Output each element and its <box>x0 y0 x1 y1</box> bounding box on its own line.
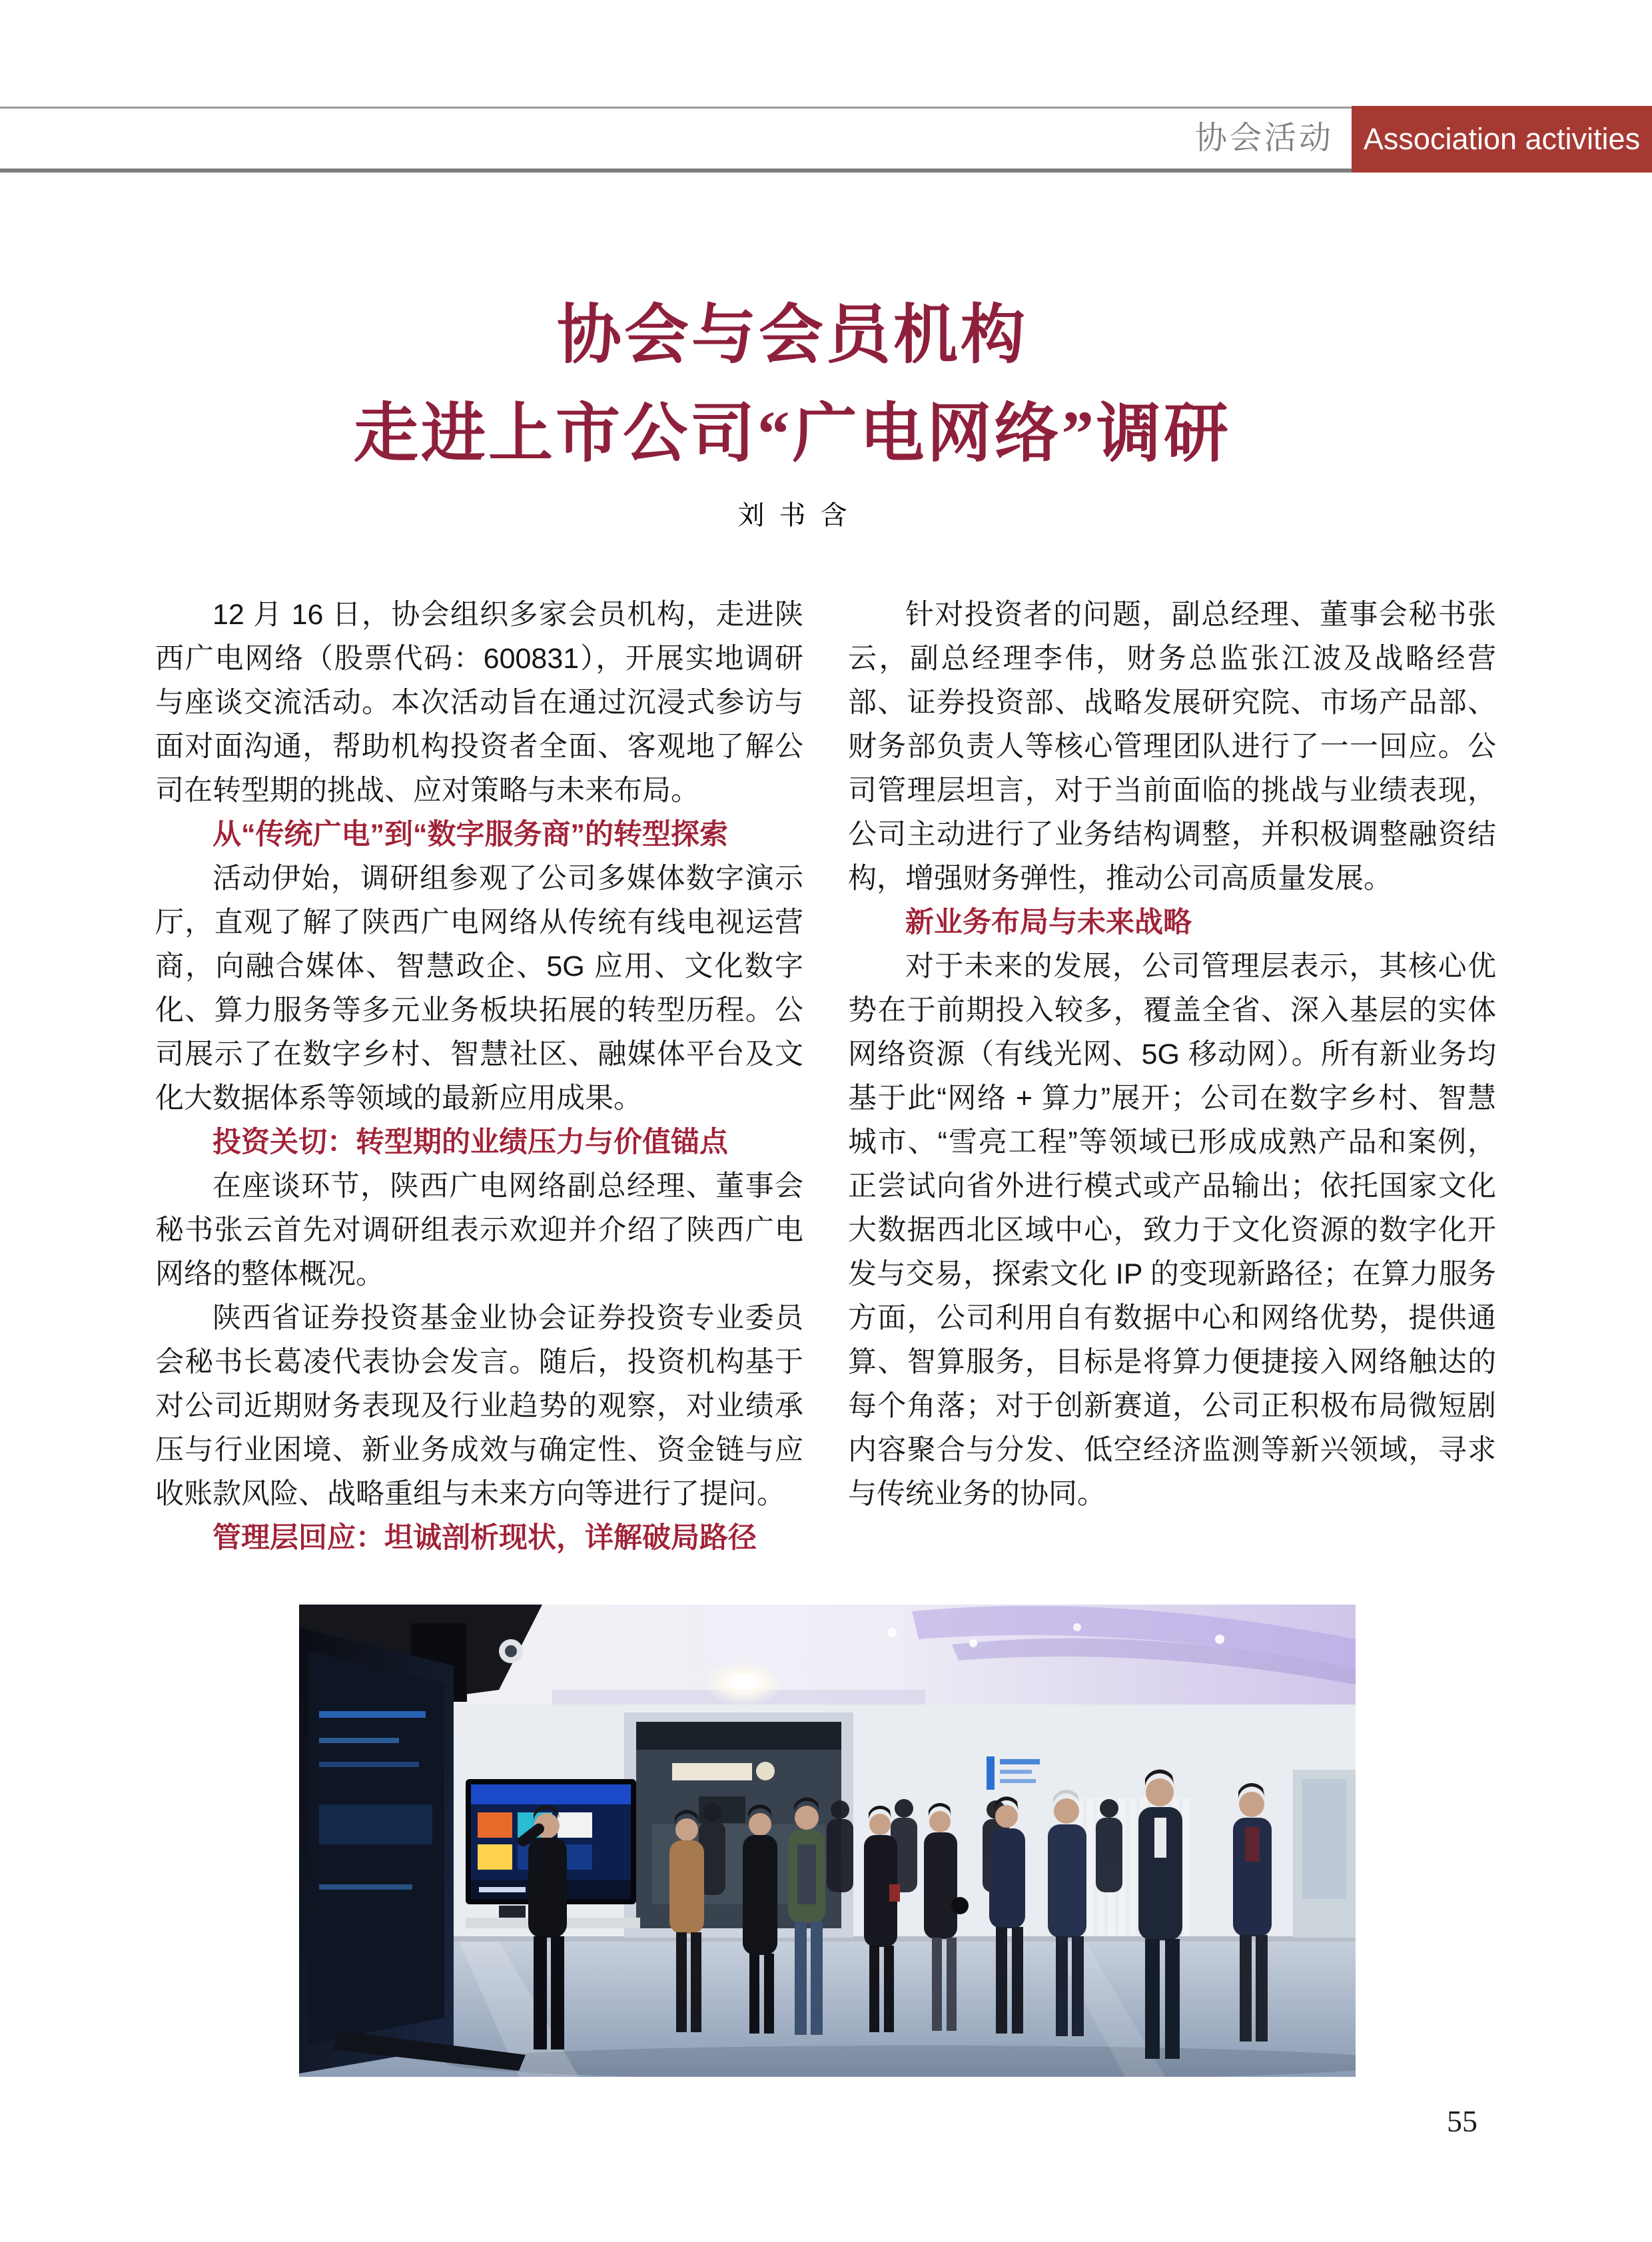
site-visit-photo <box>299 1605 1356 2077</box>
page-number: 55 <box>1447 2104 1477 2138</box>
article-title <box>122 286 1463 484</box>
article-title-line2: 走进上市公司“广电网络”调研 <box>354 398 1231 470</box>
header-rule-bottom <box>0 169 1352 173</box>
paragraph: 活动伊始，调研组参观了公司多媒体数字演示厅，直观了解了陕西广电网络从传统有线电视运营商，向融合媒体、智慧政企、5G 应用、文化数字化、算力服务等多元业务板块拓展的转型历程。公司展示了在数字乡村、智慧社区、融媒体平台及文化大数据体系等领域的最新应用成果。 <box>155 863 803 1114</box>
section-label-cn: 协会活动 <box>1194 121 1334 156</box>
paragraph: 针对投资者的问题，副总经理、董事会秘书张云，副总经理李伟，财务总监张江波及战略经营部、证券投资部、战略发展研究院、市场产品部、财务部负责人等核心管理团队进行了一一回应。公司管理层坦言，对于当前面临的挑战与业绩表现，公司主动进行了业务结构调整，并积极调整融资结构，增强财务弹性，推动公司高质量发展。 <box>848 599 1496 895</box>
sub-heading: 从“传统广电”到“数字服务商”的转型探索 <box>212 819 728 851</box>
article-author: 刘书含 <box>737 500 862 530</box>
header-rule-top <box>0 107 1352 109</box>
paragraph: 在座谈环节，陕西广电网络副总经理、董事会秘书张云首先对调研组表示欢迎并介绍了陕西广电网络的整体概况。 <box>155 1170 803 1290</box>
sub-heading: 投资关切：转型期的业绩压力与价值锚点 <box>212 1126 728 1158</box>
paragraph: 陕西省证券投资基金业协会证券投资专业委员会秘书长葛凌代表协会发言。随后，投资机构基于对公司近期财务表现及行业趋势的观察，对业绩承压与行业困境、新业务成效与确定性、资金链与应收账款风险、战略重组与未来方向等进行了提问。 <box>155 1302 803 1510</box>
right-column <box>848 593 1496 1516</box>
paragraph: 对于未来的发展，公司管理层表示，其核心优势在于前期投入较多，覆盖全省、深入基层的实体网络资源（有线光网、5G 移动网）。所有新业务均基于此“网络 + 算力”展开；公司在数字乡村、智慧城市、“雪亮工程”等领域已形成成熟产品和案例，正尝试向省外进行模式或产品输出；依托国家文化大数据西北区域中心，致力于文化资源的数字化开发与交易，探索文化 IP 的变现新路径；在算力服务方面，公司利用自有数据中心和网络优势，提供通算、智算服务，目标是将算力便捷接入网络触达的每个角落；对于创新赛道，公司正积极布局微短剧内容聚合与分发、低空经济监测等新兴领域，寻求与传统业务的协同。 <box>848 950 1496 1510</box>
section-label-en: Association activities <box>1363 122 1641 156</box>
photo-illustration <box>299 1605 1356 2077</box>
article-title-line1: 协会与会员机构 <box>557 300 1028 371</box>
left-column <box>155 593 803 1560</box>
section-banner <box>1352 106 1652 173</box>
sub-heading: 新业务布局与未来战略 <box>905 907 1192 938</box>
paragraph: 12 月 16 日，协会组织多家会员机构，走进陕西广电网络（股票代码：600831），开展实地调研与座谈交流活动。本次活动旨在通过沉浸式参访与面对面沟通，帮助机构投资者全面、客观地了解公司在转型期的挑战、应对策略与未来布局。 <box>155 599 803 807</box>
sub-heading: 管理层回应：坦诚剖析现状，详解破局路径 <box>212 1522 757 1554</box>
